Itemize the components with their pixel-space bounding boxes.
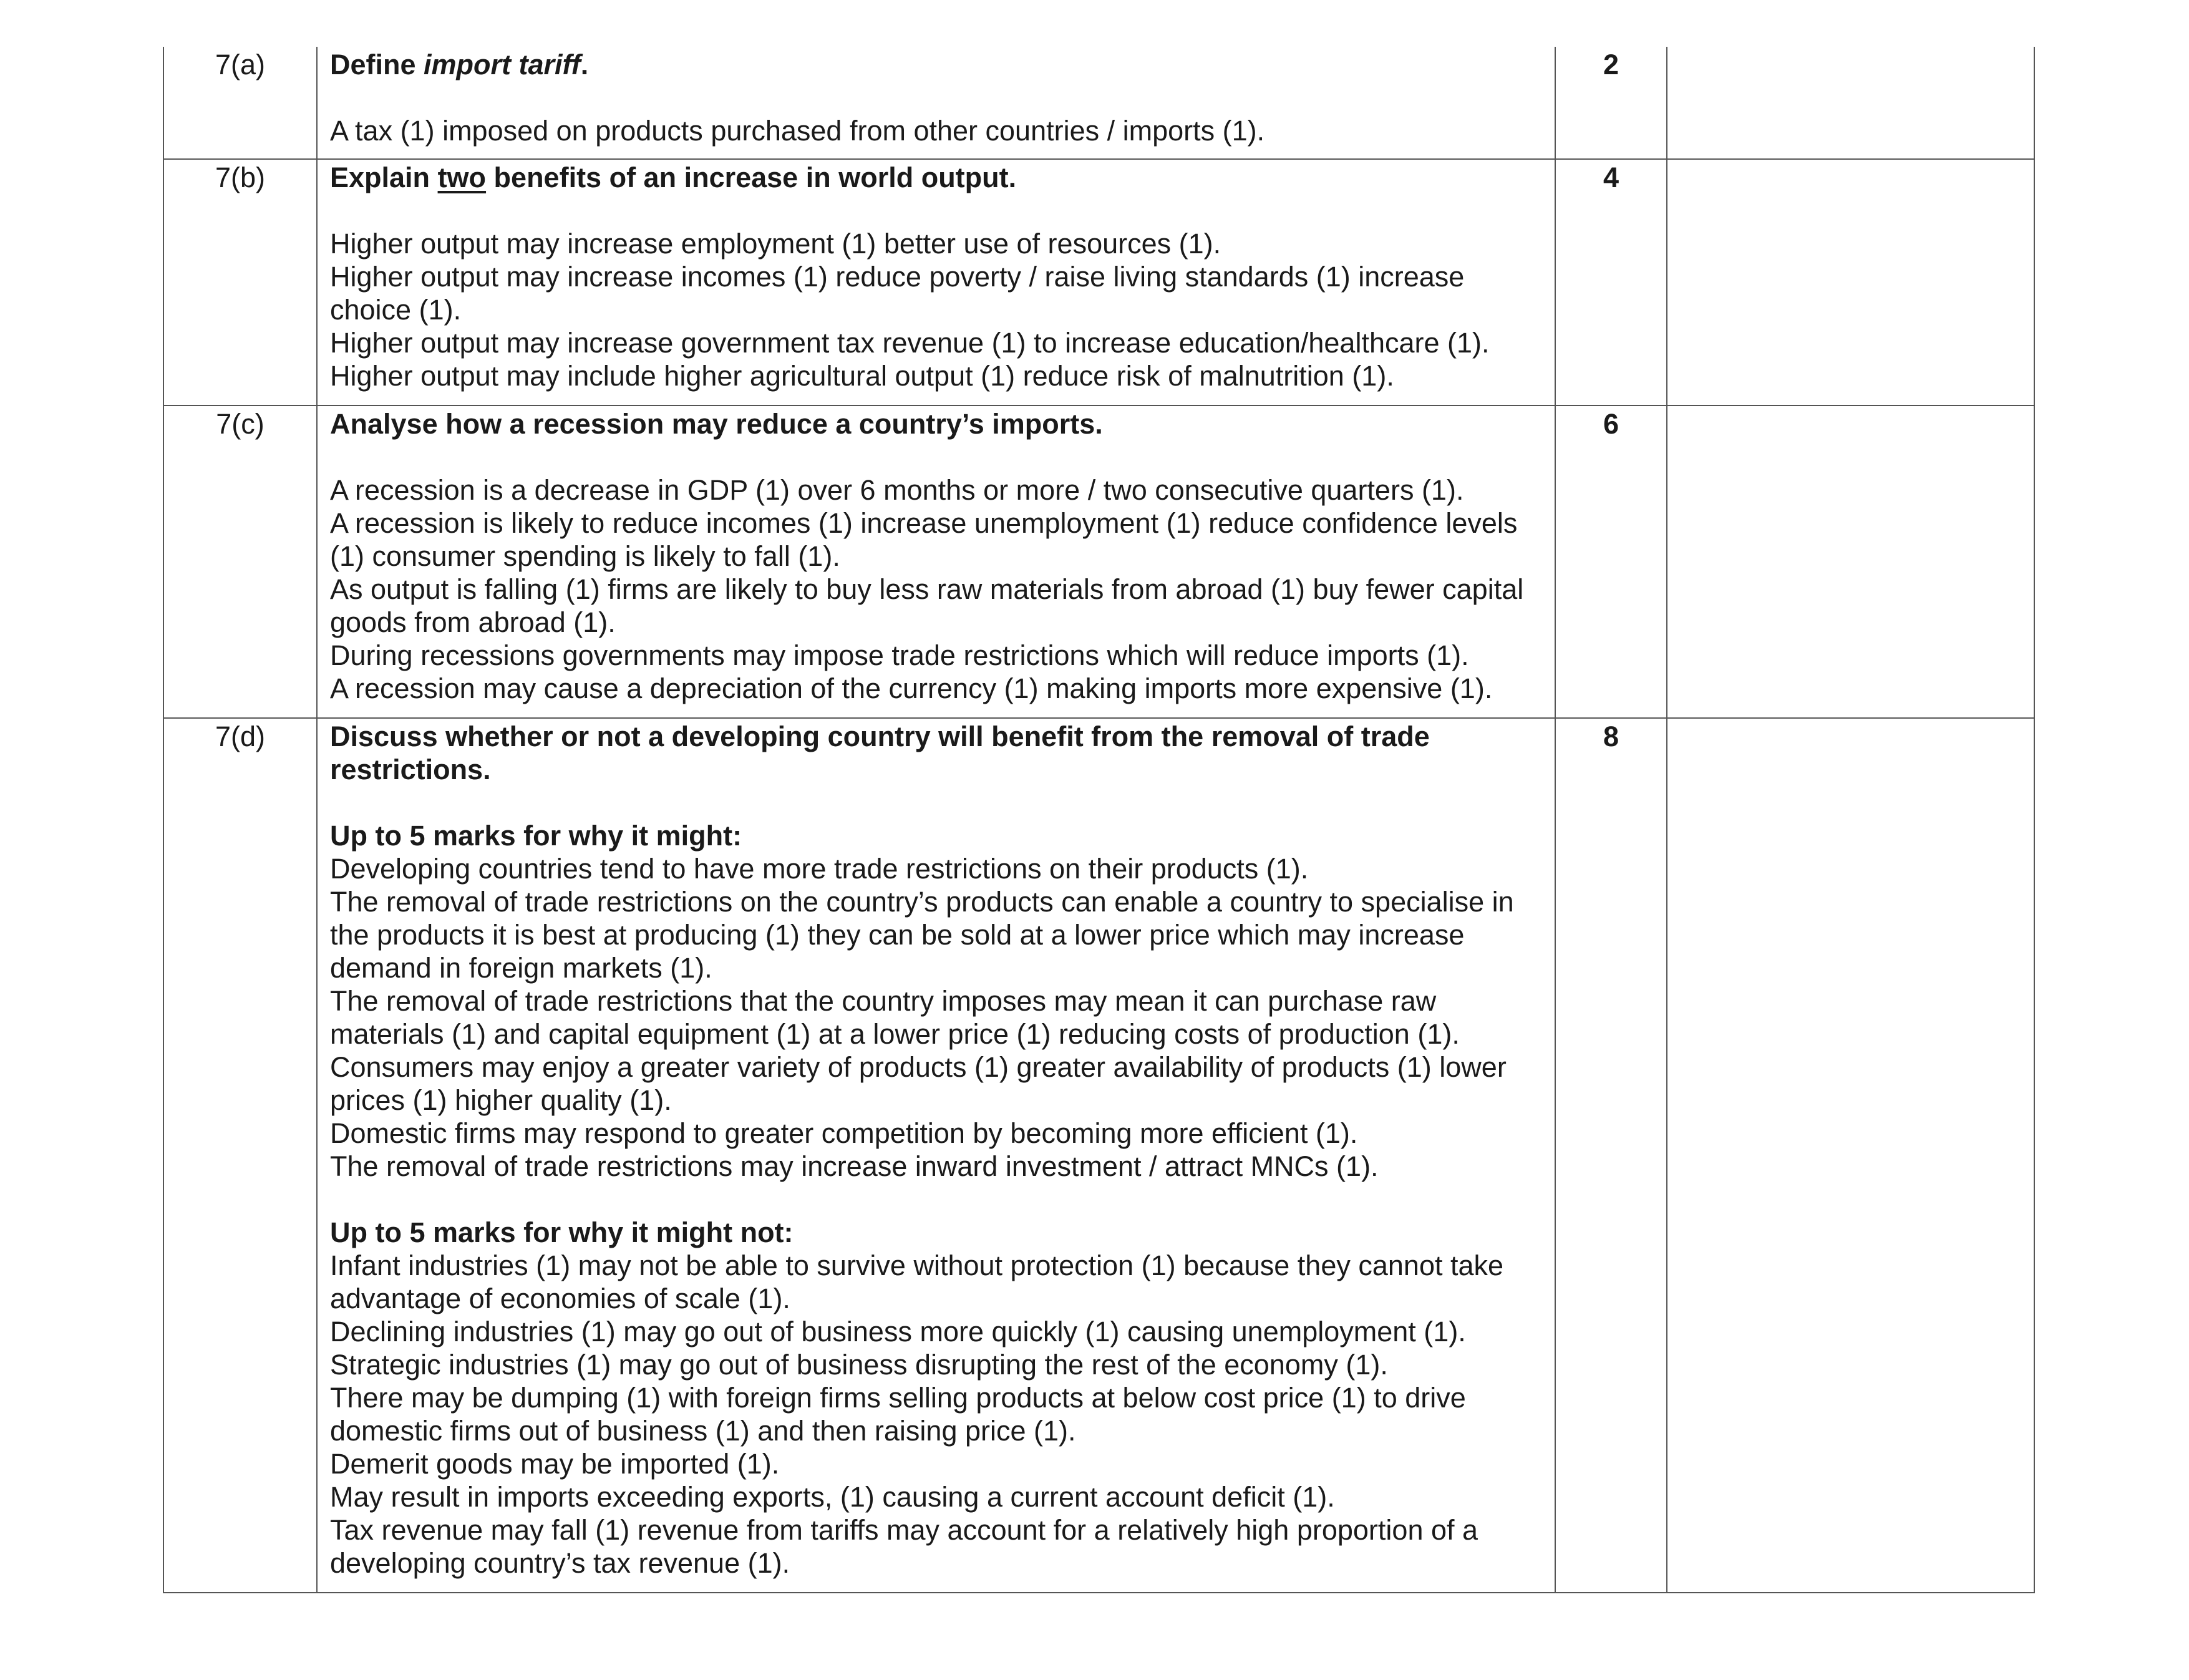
answer-cell bbox=[317, 159, 1555, 405]
answer-line: There may be dumping (1) with foreign firms selling products at below cost price (1) to drive domestic firms out of business (1) and then raising price (1). bbox=[330, 1382, 1466, 1447]
answer-line: Higher output may increase incomes (1) reduce poverty / raise living standards (1) increase choice (1). bbox=[330, 261, 1465, 326]
answer-line: Tax revenue may fall (1) revenue from tariffs may account for a relatively high proportion of a developing country’s tax revenue (1). bbox=[330, 1514, 1478, 1579]
question-title: Explain two benefits of an increase in world output. bbox=[330, 162, 1017, 193]
against-heading: Up to 5 marks for why it might not: bbox=[330, 1216, 794, 1248]
answer-line: Consumers may enjoy a greater variety of products (1) greater availability of products (1) lower prices (1) higher quality (1). bbox=[330, 1051, 1507, 1116]
answer-line: The removal of trade restrictions that the country imposes may mean it can purchase raw materials (1) and capital equipment (1) at a lower price (1) reducing costs of production (1). bbox=[330, 985, 1460, 1050]
answer-line: Higher output may increase employment (1) better use of resources (1). bbox=[330, 228, 1221, 260]
guidance-cell bbox=[1667, 718, 2034, 1593]
term-underline: two bbox=[437, 162, 487, 193]
question-row-7a bbox=[163, 47, 2034, 159]
question-title: Define import tariff. bbox=[330, 49, 589, 80]
answer-line: A recession is likely to reduce incomes (1) increase unemployment (1) reduce confidence levels (1) consumer spending is likely to fall (1). bbox=[330, 507, 1518, 572]
guidance-cell bbox=[1667, 159, 2034, 405]
guidance-cell bbox=[1667, 47, 2034, 159]
answer-line: A recession may cause a depreciation of the currency (1) making imports more expensive (1). bbox=[330, 672, 1493, 704]
question-title: Discuss whether or not a developing country will benefit from the removal of trade restrictions. bbox=[330, 721, 1430, 785]
question-row-7c bbox=[163, 405, 2034, 718]
question-number: 7(d) bbox=[163, 718, 317, 1593]
mark-scheme-table bbox=[163, 47, 2035, 1593]
question-title: Analyse how a recession may reduce a country’s imports. bbox=[330, 408, 1103, 440]
answer-line: As output is falling (1) firms are likely to buy less raw materials from abroad (1) buy fewer capital goods from abroad (1). bbox=[330, 573, 1524, 638]
answer-line: May result in imports exceeding exports, (1) causing a current account deficit (1). bbox=[330, 1481, 1335, 1513]
guidance-cell bbox=[1667, 405, 2034, 718]
answer-line: Higher output may increase government tax revenue (1) to increase education/healthcare (1). bbox=[330, 327, 1490, 359]
answer-line: A recession is a decrease in GDP (1) over 6 months or more / two consecutive quarters (1). bbox=[330, 474, 1464, 506]
answer-cell bbox=[317, 405, 1555, 718]
for-heading: Up to 5 marks for why it might: bbox=[330, 820, 742, 852]
answer-cell bbox=[317, 47, 1555, 159]
answer-line: Declining industries (1) may go out of business more quickly (1) causing unemployment (1). bbox=[330, 1316, 1466, 1347]
answer-line: A tax (1) imposed on products purchased from other countries / imports (1). bbox=[330, 115, 1265, 147]
marks-value: 2 bbox=[1555, 47, 1667, 159]
question-number: 7(b) bbox=[163, 159, 317, 405]
question-number: 7(a) bbox=[163, 47, 317, 159]
answer-line: Developing countries tend to have more trade restrictions on their products (1). bbox=[330, 853, 1309, 885]
marks-value: 4 bbox=[1555, 159, 1667, 405]
marks-value: 8 bbox=[1555, 718, 1667, 1593]
marks-value: 6 bbox=[1555, 405, 1667, 718]
question-row-7d bbox=[163, 718, 2034, 1593]
answer-cell bbox=[317, 718, 1555, 1593]
answer-line: Infant industries (1) may not be able to survive without protection (1) because they cannot take advantage of economies of scale (1). bbox=[330, 1250, 1504, 1314]
answer-line: Higher output may include higher agricultural output (1) reduce risk of malnutrition (1). bbox=[330, 360, 1394, 392]
answer-line: Demerit goods may be imported (1). bbox=[330, 1448, 780, 1480]
answer-line: The removal of trade restrictions on the country’s products can enable a country to specialise in the products it is best at producing (1) they can be sold at a lower price which may increase demand in foreign markets (1). bbox=[330, 886, 1514, 984]
question-row-7b bbox=[163, 159, 2034, 405]
answer-line: During recessions governments may impose trade restrictions which will reduce imports (1). bbox=[330, 639, 1469, 671]
term-emphasis: import tariff bbox=[424, 49, 581, 80]
answer-line: Domestic firms may respond to greater competition by becoming more efficient (1). bbox=[330, 1117, 1358, 1149]
answer-line: The removal of trade restrictions may increase inward investment / attract MNCs (1). bbox=[330, 1150, 1379, 1182]
question-number: 7(c) bbox=[163, 405, 317, 718]
answer-line: Strategic industries (1) may go out of business disrupting the rest of the economy (1). bbox=[330, 1349, 1388, 1381]
